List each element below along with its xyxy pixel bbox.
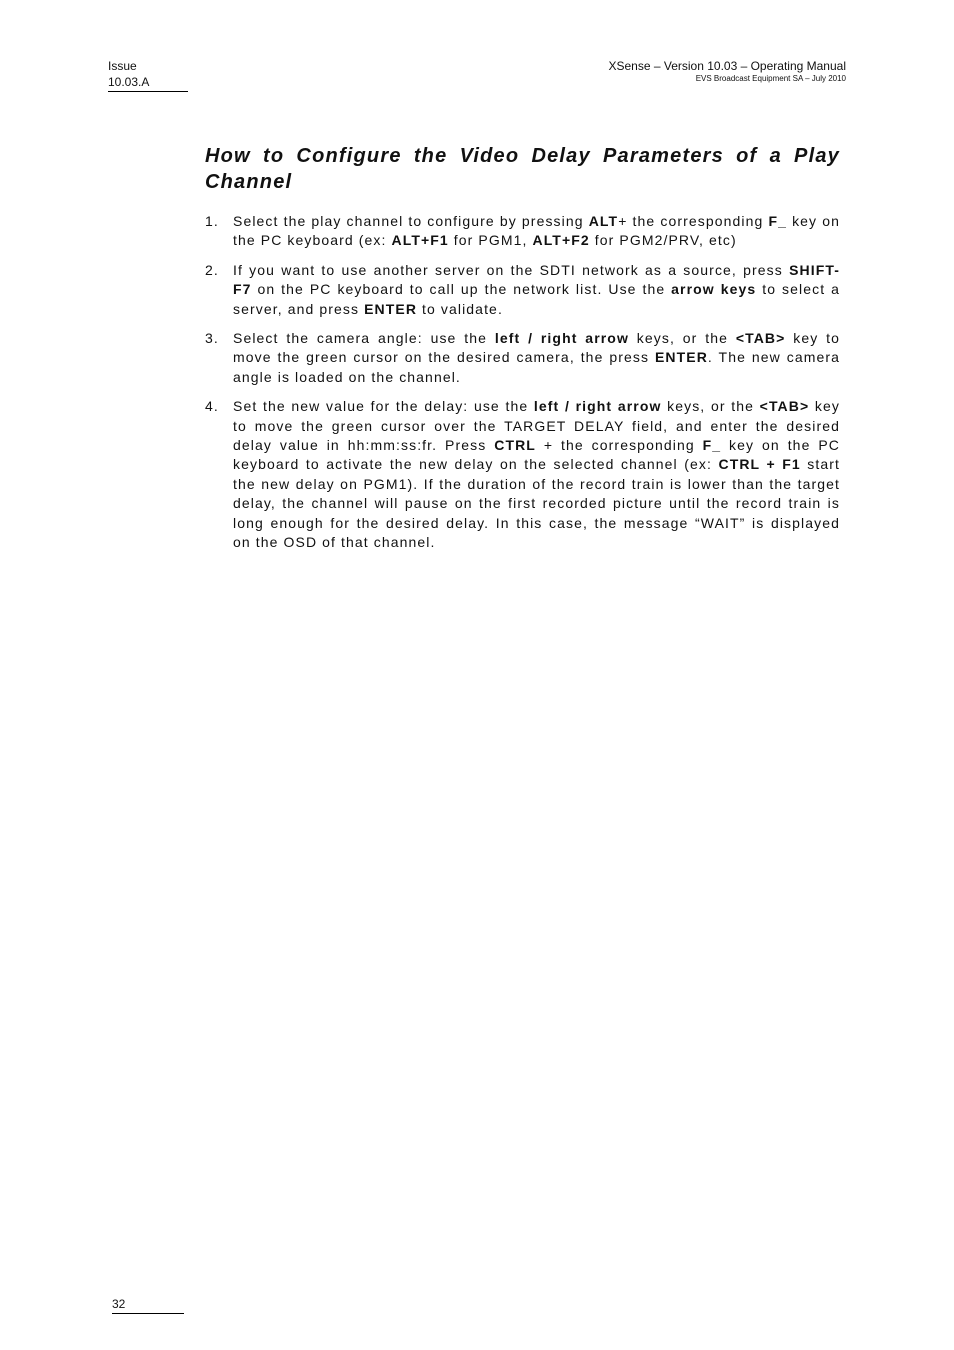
step-key-text: left / right arrow: [494, 330, 629, 347]
step-key-text: CTRL + F1: [718, 456, 801, 473]
step-text: for PGM1,: [448, 232, 533, 249]
step-number: 1.: [205, 213, 219, 229]
step-text: for PGM2/PRV, etc): [589, 232, 737, 249]
step-text: key to move the green cursor over the TARGET DELAY field, and enter the desired delay value in hh:mm:ss:fr. Press: [233, 398, 841, 454]
step-text: key to move the green cursor on the desired camera, the press: [233, 330, 841, 366]
step-key-text: left / right arrow: [533, 398, 662, 415]
step-key-text: ENTER: [364, 300, 418, 317]
step-text: Select the camera angle: use the: [233, 330, 495, 347]
step-text: keys, or the: [661, 398, 760, 415]
step-key-text: ENTER: [654, 349, 708, 366]
step-text: start the new delay on PGM1). If the duration of the record train is lower than the target delay, the channel will pause on the first recorded picture until the record train is long enough for the desired delay. In this case, the message “WAIT” is displayed on the OSD of that channel.: [233, 456, 841, 551]
step-key-text: arrow keys: [671, 281, 757, 298]
step-text: keys, or the: [628, 330, 736, 347]
step-number: 3.: [205, 330, 219, 347]
step-key-text: ALT: [588, 213, 619, 229]
step-key-text: <TAB>: [759, 398, 810, 415]
document-subtitle: EVS Broadcast Equipment SA – July 2010: [695, 74, 846, 83]
issue-block: [108, 58, 188, 92]
document-title: XSense – Version 10.03 – Operating Manual: [608, 59, 846, 73]
issue-number: 10.03.A: [108, 74, 188, 92]
step-text: . The new camera angle is loaded on the channel.: [233, 349, 840, 385]
step-text: to validate.: [417, 300, 503, 317]
list-item: [205, 397, 840, 552]
document-header: [609, 58, 847, 84]
step-text: If you want to use another server on the SDTI network as a source, press: [233, 261, 790, 278]
step-key-text: ALT+F1: [391, 232, 449, 249]
list-item: [205, 212, 840, 251]
step-key-text: CTRL: [494, 437, 536, 454]
step-text: Select the play channel to configure by pressing: [233, 213, 589, 229]
issue-label: Issue: [108, 59, 137, 73]
step-key-text: F_: [702, 437, 722, 454]
step-text: Set the new value for the delay: use the: [233, 398, 534, 415]
step-text: key on the PC keyboard (ex:: [233, 213, 840, 249]
step-number: 4.: [205, 398, 219, 415]
step-text: + the corresponding: [618, 213, 769, 229]
step-key-text: F_: [768, 213, 787, 229]
list-item: [205, 329, 840, 387]
step-key-text: ALT+F2: [532, 232, 590, 249]
step-key-text: <TAB>: [735, 330, 786, 347]
step-key-text: SHIFT-F7: [233, 261, 840, 298]
step-text: + the corresponding: [535, 437, 703, 454]
step-number: 2.: [205, 261, 219, 278]
page-number: 32: [112, 1296, 184, 1314]
step-text: to select a server, and press: [233, 281, 840, 317]
steps-list: [205, 212, 840, 563]
step-text: on the PC keyboard to call up the network list. Use the: [251, 281, 672, 298]
step-text: key on the PC keyboard to activate the new delay on the selected channel (ex:: [233, 437, 840, 473]
list-item: [205, 261, 840, 319]
section-heading: How to Configure the Video Delay Parameters of a Play Channel: [205, 145, 840, 193]
